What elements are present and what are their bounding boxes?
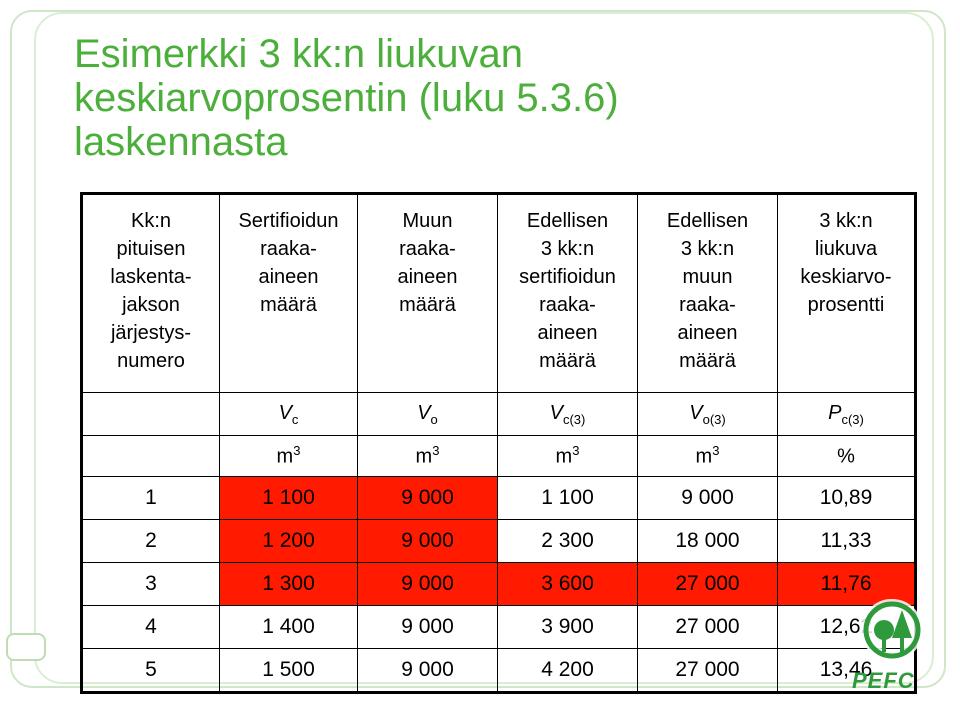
header-line: aineen [258, 266, 319, 288]
header-line: aineen [537, 322, 598, 344]
header-line: pituisen [116, 238, 186, 260]
table-cell: 9 000 [358, 477, 498, 520]
header-row [82, 194, 916, 393]
table-cell: 27 000 [638, 563, 778, 606]
header-line: raaka- [539, 294, 596, 316]
slide-side-tab [6, 633, 46, 661]
table-cell: 12,62 [778, 606, 916, 649]
title-line-1: Esimerkki 3 kk:n liukuvan [74, 32, 524, 76]
table-cell: 2 [82, 520, 220, 563]
table-row-highlighted [82, 563, 916, 606]
unit-cell: % [778, 436, 916, 477]
table-cell: 9 000 [358, 606, 498, 649]
table-cell: 1 [82, 477, 220, 520]
table-cell: 9 000 [638, 477, 778, 520]
header-cell-certified [220, 194, 358, 393]
header-line: 3 kk:n [540, 238, 595, 260]
table-cell: 1 400 [220, 606, 358, 649]
unit-cell: $m^3$ [638, 436, 778, 477]
header-line: raaka- [679, 294, 736, 316]
table-cell: 9 000 [358, 563, 498, 606]
table-cell: 3 900 [498, 606, 638, 649]
data-table [80, 192, 917, 694]
table-cell: 11,76 [778, 563, 916, 606]
table-row [82, 606, 916, 649]
header-line: määrä [679, 350, 736, 372]
header-line: määrä [399, 294, 456, 316]
header-cell-percentage [778, 194, 916, 393]
table-cell: 1 100 [220, 477, 358, 520]
header-cell-other [358, 194, 498, 393]
table-cell: 1 300 [220, 563, 358, 606]
table-cell: 1 200 [220, 520, 358, 563]
table-row [82, 520, 916, 563]
table-cell: 10,89 [778, 477, 916, 520]
header-line: raaka- [399, 238, 456, 260]
table-cell: 13,46 [778, 649, 916, 693]
header-line: laskenta- [110, 266, 192, 288]
header-line: Kk:n [130, 210, 172, 232]
header-line: aineen [397, 266, 458, 288]
unit-cell [82, 436, 220, 477]
header-cell-prev-certified [498, 194, 638, 393]
table-cell: 9 000 [358, 649, 498, 693]
slide-title [74, 32, 874, 164]
symbol-cell: $V_{o(3)}$ [638, 393, 778, 436]
header-cell-prev-other [638, 194, 778, 393]
header-line: sertifioidun [519, 266, 616, 288]
table-cell: 1 500 [220, 649, 358, 693]
unit-row [82, 436, 916, 477]
header-line: Sertifioidun [238, 210, 339, 232]
table-cell: 4 200 [498, 649, 638, 693]
header-cell-period [82, 194, 220, 393]
table-cell: 5 [82, 649, 220, 693]
symbol-cell [82, 393, 220, 436]
table-cell: 4 [82, 606, 220, 649]
table-row [82, 477, 916, 520]
header-line: liukuva [814, 238, 878, 260]
header-line: Muun [402, 210, 453, 232]
table-cell: 18 000 [638, 520, 778, 563]
header-line: muun [682, 266, 733, 288]
header-line: raaka- [260, 238, 317, 260]
table-cell: 3 600 [498, 563, 638, 606]
header-line: määrä [539, 350, 596, 372]
symbol-cell: $V_c$ [220, 393, 358, 436]
header-line: keskiarvo- [800, 266, 892, 288]
header-line: aineen [677, 322, 738, 344]
header-line: määrä [260, 294, 317, 316]
title-line-3: laskennasta [74, 120, 288, 164]
table-cell: 11,33 [778, 520, 916, 563]
unit-cell: $m^3$ [358, 436, 498, 477]
unit-cell: $m^3$ [498, 436, 638, 477]
header-line: Edellisen [666, 210, 749, 232]
symbol-cell: $V_{c(3)}$ [498, 393, 638, 436]
table-cell: 1 100 [498, 477, 638, 520]
title-line-2: keskiarvoprosentin (luku 5.3.6) [74, 76, 619, 120]
header-line: järjestys- [110, 322, 191, 344]
header-line: numero [117, 350, 185, 372]
table-cell: 27 000 [638, 606, 778, 649]
table-row [82, 649, 916, 693]
header-line: prosentti [807, 294, 885, 316]
unit-cell: $m^3$ [220, 436, 358, 477]
header-line: 3 kk:n [680, 238, 735, 260]
table-cell: 3 [82, 563, 220, 606]
pefc-logo-text: PEFC [852, 668, 915, 693]
symbol-row [82, 393, 916, 436]
symbol-cell: $P_{c(3)}$ [778, 393, 916, 436]
header-line: jakson [122, 294, 180, 316]
header-line: 3 kk:n [819, 210, 873, 232]
table-cell: 27 000 [638, 649, 778, 693]
table-cell: 2 300 [498, 520, 638, 563]
table-cell: 9 000 [358, 520, 498, 563]
header-line: Edellisen [526, 210, 609, 232]
symbol-cell: $V_o$ [358, 393, 498, 436]
